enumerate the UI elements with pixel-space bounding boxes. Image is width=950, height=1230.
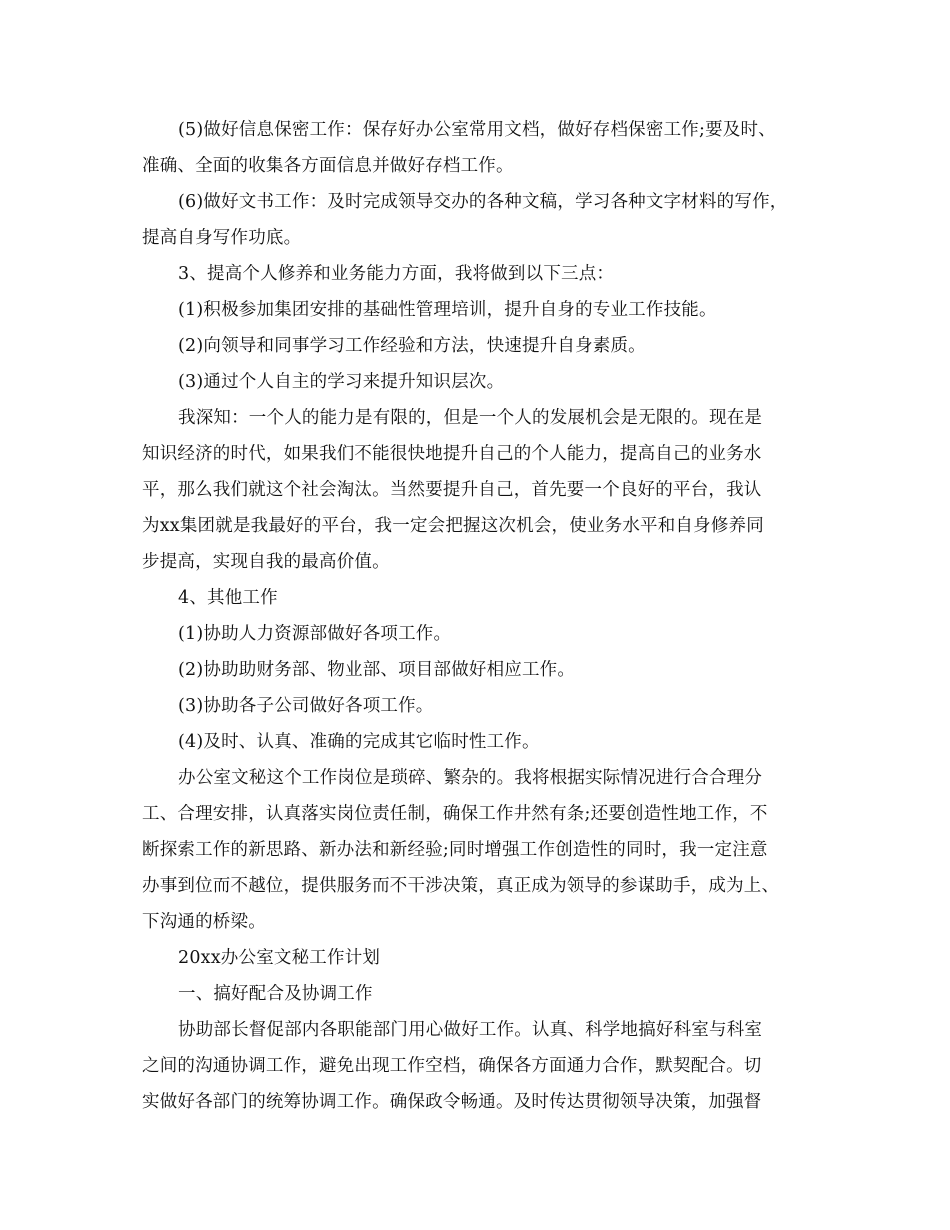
list-item: (3)协助各子公司做好各项工作。: [178, 696, 434, 716]
paragraph-line: 下沟通的桥梁。: [142, 912, 266, 932]
paragraph-line: 准确、全面的收集各方面信息并做好存档工作。: [142, 156, 514, 176]
list-item: (4)及时、认真、准确的完成其它临时性工作。: [178, 732, 540, 752]
paragraph-line: 协助部长督促部内各职能部门用心做好工作。认真、科学地搞好科室与科室: [178, 1020, 763, 1040]
paragraph-line: 为xx集团就是我最好的平台，我一定会把握这次机会，使业务水平和自身修养同: [142, 516, 764, 536]
paragraph-line: 断探索工作的新思路、新办法和新经验;同时增强工作创造性的同时，我一定注意: [142, 840, 768, 860]
document-title: 20xx办公室文秘工作计划: [178, 948, 381, 968]
list-item: (1)协助人力资源部做好各项工作。: [178, 624, 452, 644]
paragraph-line: (6)做好文书工作：及时完成领导交办的各种文稿，学习各种文字材料的写作，: [178, 192, 788, 212]
paragraph-line: 步提高，实现自我的最高价值。: [142, 552, 390, 572]
paragraph-line: 我深知：一个人的能力是有限的，但是一个人的发展机会是无限的。现在是: [178, 408, 763, 428]
list-item: (1)积极参加集团安排的基础性管理培训，提升自身的专业工作技能。: [178, 300, 717, 320]
paragraph-line: 平，那么我们就这个社会淘汰。当然要提升自己，首先要一个良好的平台，我认: [142, 480, 762, 500]
paragraph-line: 办事到位而不越位，提供服务而不干涉决策，真正成为领导的参谋助手，成为上、: [142, 876, 780, 896]
paragraph-line: 工、合理安排，认真落实岗位责任制，确保工作井然有条;还要创造性地工作，不: [142, 804, 768, 824]
paragraph-line: 提高自身写作功底。: [142, 228, 302, 248]
section-heading: 3、提高个人修养和业务能力方面，我将做到以下三点：: [178, 264, 615, 284]
paragraph-line: 知识经济的时代，如果我们不能很快地提升自己的个人能力，提高自己的业务水: [142, 444, 762, 464]
list-item: (2)向领导和同事学习工作经验和方法，快速提升自身素质。: [178, 336, 646, 356]
paragraph-line: 之间的沟通协调工作，避免出现工作空档，确保各方面通力合作，默契配合。切: [142, 1056, 762, 1076]
paragraph-line: 实做好各部门的统筹协调工作。确保政令畅通。及时传达贯彻领导决策，加强督: [142, 1092, 762, 1112]
paragraph-line: 办公室文秘这个工作岗位是琐碎、繁杂的。我将根据实际情况进行合合理分: [178, 768, 763, 788]
list-item: (3)通过个人自主的学习来提升知识层次。: [178, 372, 505, 392]
section-heading: 4、其他工作: [178, 588, 278, 608]
section-heading: 一、搞好配合及协调工作: [178, 984, 373, 1004]
paragraph-line: (5)做好信息保密工作：保存好办公室常用文档，做好存档保密工作;要及时、: [178, 120, 776, 140]
list-item: (2)协助助财务部、物业部、项目部做好相应工作。: [178, 660, 576, 680]
